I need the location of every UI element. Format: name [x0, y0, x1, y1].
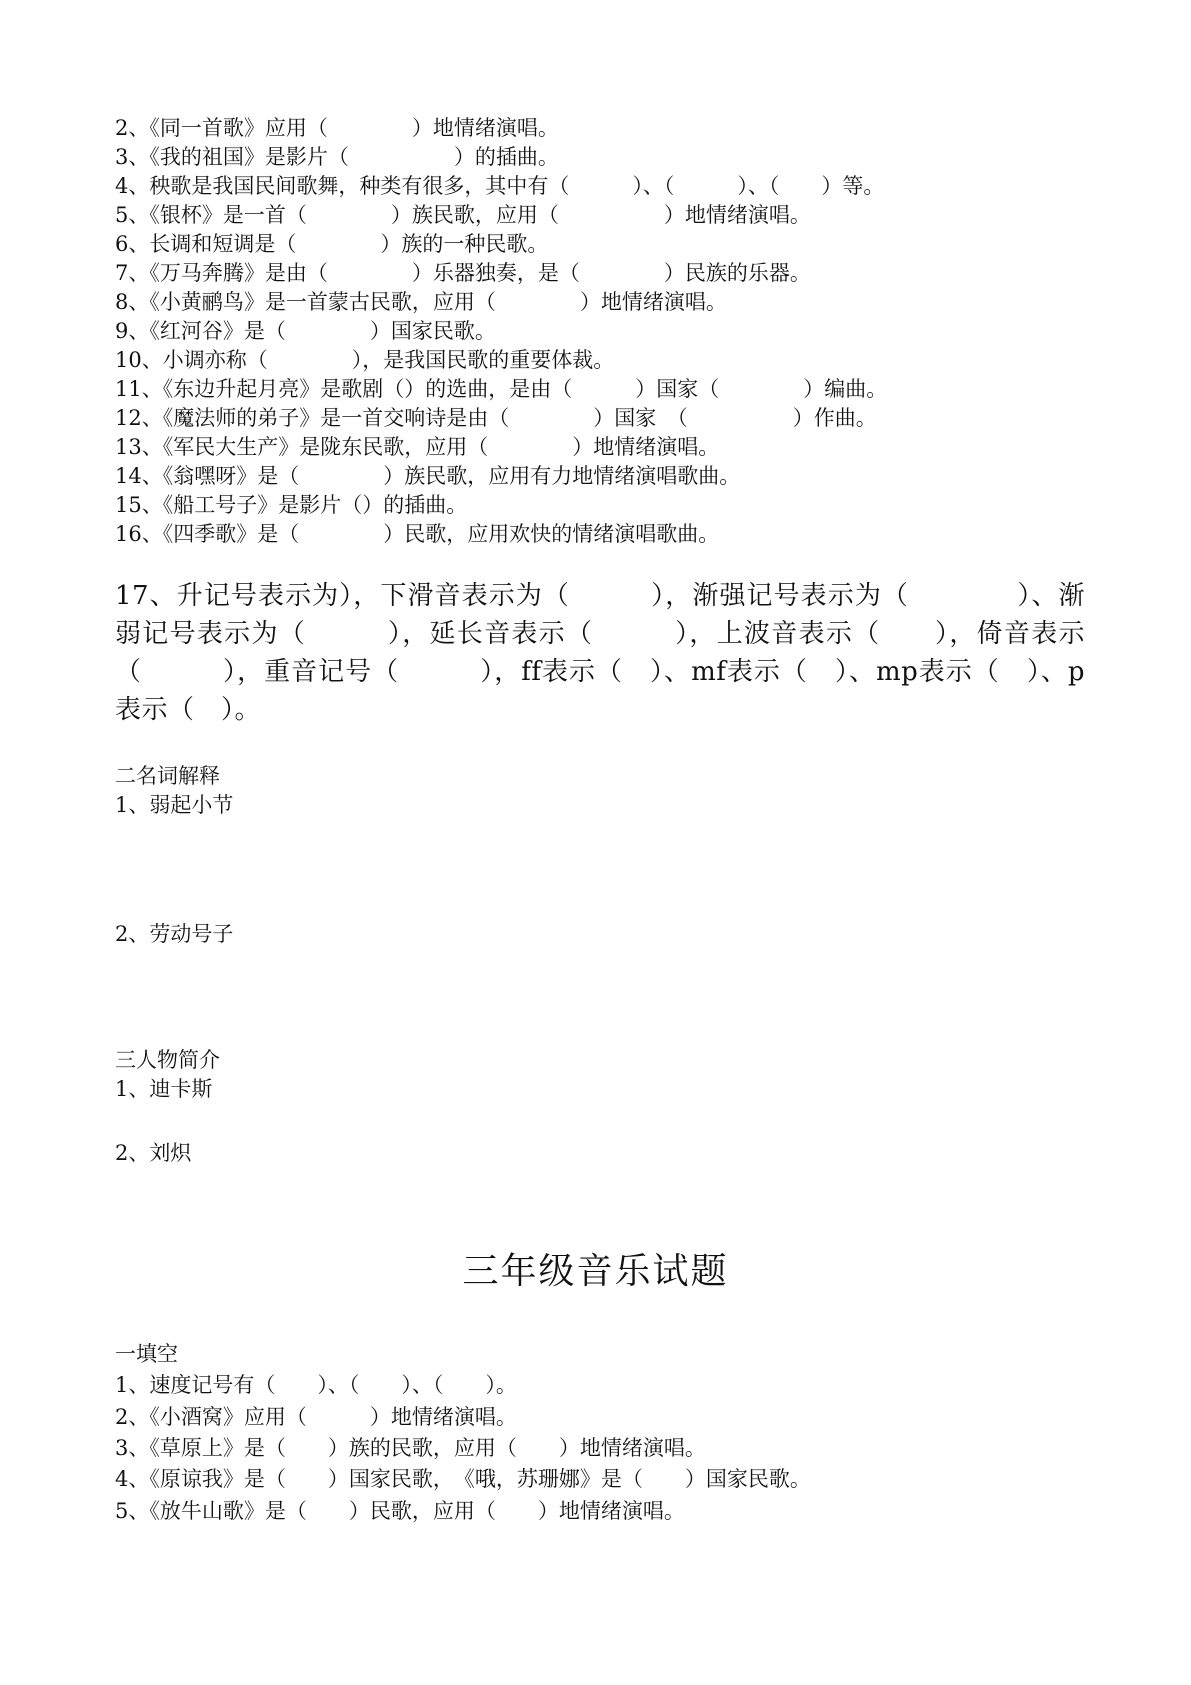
question-item: 13、《军民大生产》是陇东民歌，应用（ ）地情绪演唱。	[115, 435, 720, 459]
question-item: 9、《红河谷》是（ ）国家民歌。	[115, 319, 496, 343]
question-item: 7、《万马奔腾》是由（ ）乐器独奏，是（ ）民族的乐器。	[115, 261, 811, 285]
section-heading: 一填空	[115, 1342, 178, 1366]
question-item-17: 17、升记号表示为），下滑音表示为（ ），渐强记号表示为（ ）、渐弱记号表示为（ ），延长音表示（ ），上波音表示（ ），倚音表示（ ），重音记号（ ），ff表示（ ）、mf表示（ ）、mp表示（ ）、p表示（ ）。	[115, 581, 1085, 725]
question-item: 16、《四季歌》是（ ）民歌，应用欢快的情绪演唱歌曲。	[115, 522, 720, 546]
person-item: 1、迪卡斯	[115, 1077, 213, 1101]
section-heading: 二名词解释	[115, 764, 220, 788]
question-item: 3、《我的祖国》是影片（ ）的插曲。	[115, 145, 559, 169]
term-item: 2、劳动号子	[115, 922, 234, 946]
question-item: 3、《草原上》是（ ）族的民歌，应用（ ）地情绪演唱。	[115, 1436, 706, 1460]
question-item: 5、《银杯》是一首（ ）族民歌，应用（ ）地情绪演唱。	[115, 203, 811, 227]
question-item: 2、《同一首歌》应用（ ）地情绪演唱。	[115, 116, 559, 140]
question-item: 1、速度记号有（ ）、（ ）、（ ）。	[115, 1373, 517, 1397]
exam-title: 三年级音乐试题	[462, 1251, 729, 1292]
question-item: 10、小调亦称（ ），是我国民歌的重要体裁。	[115, 348, 615, 372]
question-item: 14、《翁嘿呀》是（ ）族民歌，应用有力地情绪演唱歌曲。	[115, 464, 741, 488]
question-item: 8、《小黄鹂鸟》是一首蒙古民歌，应用（ ）地情绪演唱。	[115, 290, 727, 314]
question-item: 11、《东边升起月亮》是歌剧（）的选曲，是由（ ）国家（ ）编曲。	[115, 377, 888, 401]
question-item: 4、《原谅我》是（ ）国家民歌， 《哦，苏珊娜》是（ ）国家民歌。	[115, 1467, 811, 1491]
question-item: 2、《小酒窝》应用（ ）地情绪演唱。	[115, 1405, 517, 1429]
question-item: 6、长调和短调是（ ）族的一种民歌。	[115, 232, 549, 256]
question-item: 12、《魔法师的弟子》是一首交响诗是由（ ）国家 （ ）作曲。	[115, 406, 877, 430]
question-item: 4、秧歌是我国民间歌舞，种类有很多，其中有（ ）、（ ）、（ ）等。	[115, 174, 885, 198]
person-item: 2、刘炽	[115, 1141, 192, 1165]
question-item: 15、《船工号子》是影片（）的插曲。	[115, 493, 468, 517]
section-heading: 三人物简介	[115, 1048, 220, 1072]
term-item: 1、弱起小节	[115, 793, 234, 817]
question-item: 5、《放牛山歌》是（ ）民歌，应用（ ）地情绪演唱。	[115, 1499, 685, 1523]
